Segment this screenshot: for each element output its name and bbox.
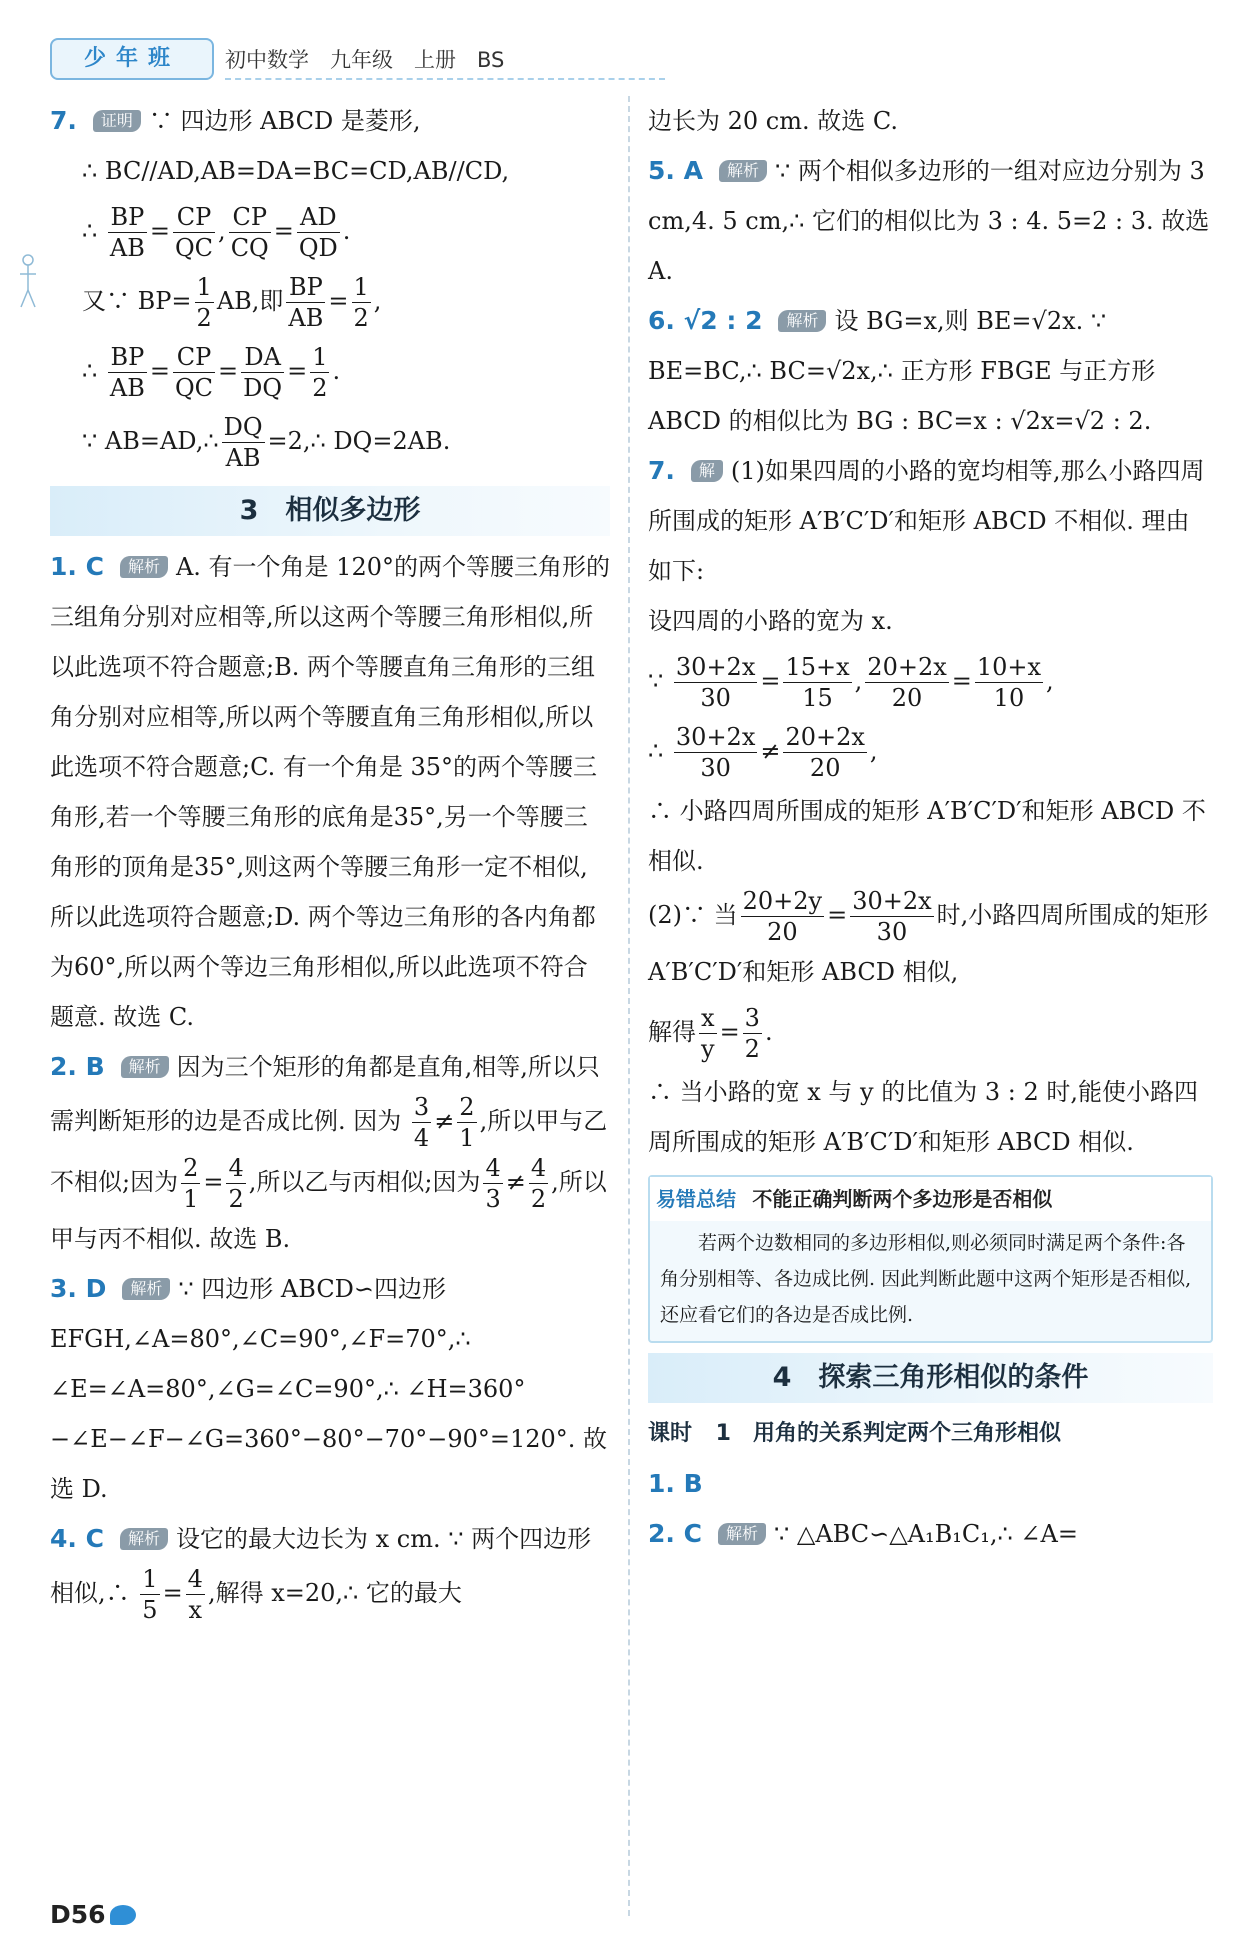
page-header xyxy=(50,34,630,82)
q7-number: 7. xyxy=(50,106,77,135)
page-number: D56 xyxy=(50,1900,136,1929)
header-rule xyxy=(225,78,665,80)
analysis-tag: 解析 xyxy=(778,310,826,332)
analysis-tag: 解析 xyxy=(121,1056,169,1078)
q7-let: 设四周的小路的宽为 x. xyxy=(648,607,893,635)
mistake-summary-box xyxy=(648,1175,1213,1343)
q7-solve: 解得 $\frac{x}{y}$ = $\frac{3}{2}$ . xyxy=(648,1004,773,1063)
section-3-header xyxy=(50,486,610,536)
q4-answer: 4. C 解析 设它的最大边长为 x cm. ∵ 两个四边形相似,∴ $\frac{1}{5}$ = $\frac{4}{x}$ ,解得 x=20,∴ 它的最大 xyxy=(50,1524,592,1624)
q7-conclusion-2: ∴ 当小路的宽 x 与 y 的比值为 3 : 2 时,能使小路四周所围成的矩形 A′B′C′D′和矩形 ABCD 相似. xyxy=(648,1078,1199,1156)
solution-tag: 解 xyxy=(691,460,723,482)
mistake-summary-tag: 易错总结 xyxy=(656,1187,736,1211)
q7-ratio-neq: ∴ $\frac{30+2x}{30}$ ≠ $\frac{20+2x}{20}$ , xyxy=(648,723,878,782)
q7-line-5: ∴ $\frac{BP}{AB}$ = $\frac{CP}{QC}$ = $\frac{DA}{DQ}$ = $\frac{1}{2}$ . xyxy=(82,343,341,402)
q7-line-4: 又∵ BP= $\frac{1}{2}$ AB,即 $\frac{BP}{AB}$ = $\frac{1}{2}$ , xyxy=(82,273,382,332)
q1-answer: 1. C 解析 A. 有一个角是 120°的两个等腰三角形的三组角分别对应相等,所以这两个等腰三角形相似,所以此选项不符合题意;B. 两个等腰直角三角形的三组角分别对应相等,所以两个等腰直角三角形相似,所以此选项不符合题意;C. 有一个角是 35°的两个等腰三角形,若一个等腰三角形的底角是35°,另一个等腰三角形的顶角是35°,则这两个等腰三角形一定不相似,所以此选项符合题意;D. 两个等边三角形的各内角都为60°,所以两个等边三角形相似,所以此选项不符合题意. 故选 C. xyxy=(50,552,610,1031)
a1-answer: 1. B xyxy=(648,1469,703,1498)
q2-answer: 2. B 解析 因为三个矩形的角都是直角,相等,所以只需判断矩形的边是否成比例. 因为 $\frac{3}{4}$ ≠ $\frac{2}{1}$ ,所以甲与乙不相似;因为 $\frac{2}{1}$ = $\frac{4}{2}$ ,所以乙与丙相似;因为 $\frac{4}{3}$ ≠ $\frac{4}{2}$ ,所以甲与丙不相似. 故选 B. xyxy=(50,1052,608,1253)
q7-line-6: ∵ AB=AD,∴ $\frac{DQ}{AB}$ =2,∴ DQ=2AB. xyxy=(82,413,451,472)
q7-line-2: ∴ BC//AD,AB=DA=BC=CD,AB//CD, xyxy=(82,157,510,185)
analysis-tag: 解析 xyxy=(718,1523,766,1545)
mistake-summary-body: 若两个边数相同的多边形相似,则必须同时满足两个条件:各角分别相等、各边成比例. 因此判断此题中这两个矩形是否相似,还应看它们的各边是否成比例. xyxy=(660,1232,1192,1326)
brand-logo: 少年班 xyxy=(50,38,214,80)
analysis-tag: 解析 xyxy=(120,1528,168,1550)
header-text: 初中数学 九年级 上册 BS xyxy=(225,48,505,72)
q6-answer: 6. √2 : 2 解析 设 BG=x,则 BE=√2x. ∵ BE=BC,∴ BC=√2x,∴ 正方形 FBGE 与正方形 ABCD 的相似比为 BG : BC=x : √2x=√2 : 2. xyxy=(648,306,1156,435)
proof-tag: 证明 xyxy=(93,110,141,132)
q3-answer: 3. D 解析 ∵ 四边形 ABCD∽四边形 EFGH,∠A=80°,∠C=90°,∠F=70°,∴ ∠E=∠A=80°,∠G=∠C=90°,∴ ∠H=360°−∠E−∠F−∠G=360°−80°−70°−90°=120°. 故选 D. xyxy=(50,1274,608,1503)
section-3-title: 3 相似多边形 xyxy=(239,495,421,526)
q7-conclusion-1: ∴ 小路四周所围成的矩形 A′B′C′D′和矩形 ABCD 不相似. xyxy=(648,797,1206,875)
q7-part-2: (2)∵ 当 $\frac{20+2y}{20}$ = $\frac{30+2x}{30}$ 时,小路四周所围成的矩形 A′B′C′D′和矩形 ABCD 相似, xyxy=(648,887,1209,986)
speech-bubble-icon xyxy=(110,1905,136,1925)
section-4-header xyxy=(648,1353,1213,1403)
q7-line-1: 7. 证明 ∵ 四边形 ABCD 是菱形, xyxy=(50,106,421,135)
stick-figure-icon xyxy=(18,252,38,312)
left-column xyxy=(50,96,610,1625)
lesson-title: 课时 1 用角的关系判定两个三角形相似 xyxy=(648,1421,1061,1446)
mistake-summary-title: 不能正确判断两个多边形是否相似 xyxy=(752,1187,1053,1211)
q7-ratio-eq: ∵ $\frac{30+2x}{30}$ = $\frac{15+x}{15}$ , $\frac{20+2x}{20}$ = $\frac{10+x}{10}$ , xyxy=(648,653,1054,712)
q5-answer: 5. A 解析 ∵ 两个相似多边形的一组对应边分别为 3 cm,4. 5 cm,∴ 它们的相似比为 3 : 4. 5=2 : 3. 故选 A. xyxy=(648,156,1210,285)
a2-answer: 2. C 解析 ∵ △ABC∽△A₁B₁C₁,∴ ∠A= xyxy=(648,1519,1078,1548)
analysis-tag: 解析 xyxy=(719,160,767,182)
analysis-tag: 解析 xyxy=(122,1278,170,1300)
analysis-tag: 解析 xyxy=(120,556,168,578)
section-4-title: 4 探索三角形相似的条件 xyxy=(772,1362,1089,1393)
right-column xyxy=(648,96,1213,1559)
column-divider xyxy=(628,96,630,1916)
q4-continuation: 边长为 20 cm. 故选 C. xyxy=(648,107,899,135)
q7-solution: 7. 解 (1)如果四周的小路的宽均相等,那么小路四周所围成的矩形 A′B′C′D′和矩形 ABCD 不相似. 理由如下: xyxy=(648,456,1205,585)
q7-line-3: ∴ $\frac{BP}{AB}$ = $\frac{CP}{QC}$ , $\frac{CP}{CQ}$ = $\frac{AD}{QD}$ . xyxy=(82,203,351,262)
